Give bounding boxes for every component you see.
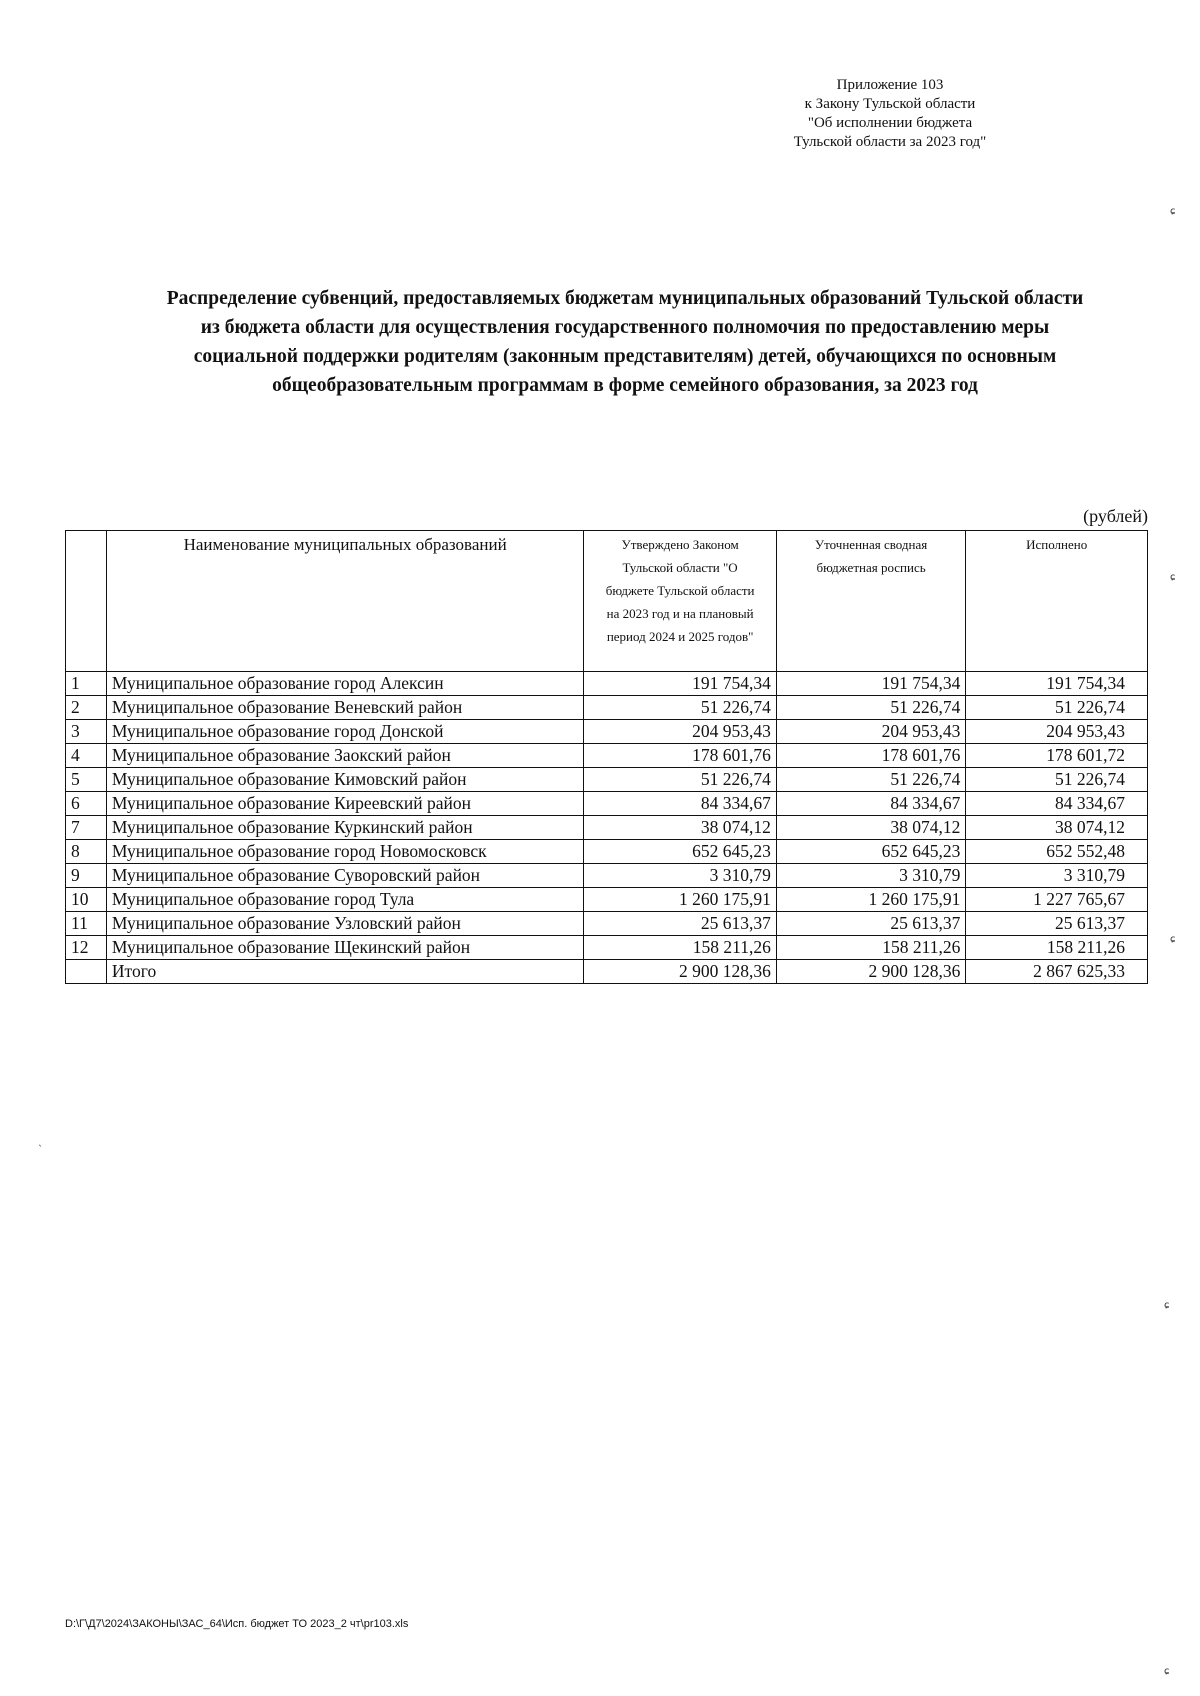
scan-mark: ɕ xyxy=(1170,206,1176,217)
row-approved: 51 226,74 xyxy=(584,696,776,720)
row-number: 6 xyxy=(66,792,107,816)
table-row xyxy=(66,672,1148,696)
row-number: 10 xyxy=(66,888,107,912)
title-line-3: социальной поддержки родителям (законным представителям) детей, обучающихся по основным xyxy=(193,346,1057,367)
row-name: Муниципальное образование Веневский район xyxy=(106,696,583,720)
row-name: Муниципальное образование Суворовский район xyxy=(106,864,583,888)
table-row xyxy=(66,936,1148,960)
header-refined-line-2: бюджетная роспись xyxy=(816,560,926,575)
row-executed: 51 226,74 xyxy=(966,696,1148,720)
row-number: 9 xyxy=(66,864,107,888)
header-approved-line-1: Утверждено Законом xyxy=(621,537,739,552)
row-refined: 84 334,67 xyxy=(776,792,965,816)
table-row xyxy=(66,720,1148,744)
row-approved: 652 645,23 xyxy=(584,840,776,864)
title-line-2: из бюджета области для осуществления государственного полномочия по предоставлению меры xyxy=(200,317,1050,338)
row-number: 4 xyxy=(66,744,107,768)
row-executed: 25 613,37 xyxy=(966,912,1148,936)
row-approved: 38 074,12 xyxy=(584,816,776,840)
total-executed: 2 867 625,33 xyxy=(966,960,1148,984)
row-refined: 652 645,23 xyxy=(776,840,965,864)
row-refined: 1 260 175,91 xyxy=(776,888,965,912)
row-executed: 38 074,12 xyxy=(966,816,1148,840)
row-refined: 3 310,79 xyxy=(776,864,965,888)
header-approved-line-4: на 2023 год и на плановый xyxy=(606,606,754,621)
table-row xyxy=(66,768,1148,792)
row-refined: 158 211,26 xyxy=(776,936,965,960)
row-approved: 84 334,67 xyxy=(584,792,776,816)
header-approved-line-2: Тульской области "О xyxy=(622,560,738,575)
row-executed: 178 601,72 xyxy=(966,744,1148,768)
row-number: 8 xyxy=(66,840,107,864)
row-executed: 158 211,26 xyxy=(966,936,1148,960)
subventions-table xyxy=(65,530,1148,984)
row-number: 7 xyxy=(66,816,107,840)
row-number: 2 xyxy=(66,696,107,720)
row-number: 1 xyxy=(66,672,107,696)
row-name: Муниципальное образование город Новомосковск xyxy=(106,840,583,864)
header-approved-line-5: период 2024 и 2025 годов" xyxy=(606,629,754,644)
row-refined: 51 226,74 xyxy=(776,768,965,792)
header-refined-line-1: Уточненная сводная xyxy=(814,537,928,552)
total-name: Итого xyxy=(106,960,583,984)
title-line-4: общеобразовательным программам в форме семейного образования, за 2023 год xyxy=(272,375,978,396)
scan-mark: ɕ xyxy=(1164,1300,1170,1311)
appendix-line-1: Приложение 103 xyxy=(836,77,944,93)
row-name: Муниципальное образование Щекинский район xyxy=(106,936,583,960)
row-approved: 191 754,34 xyxy=(584,672,776,696)
row-name: Муниципальное образование Кимовский район xyxy=(106,768,583,792)
units-label: (рублей) xyxy=(1083,506,1148,526)
table-row xyxy=(66,744,1148,768)
title-line-1: Распределение субвенций, предоставляемых бюджетам муниципальных образований Тульской области xyxy=(166,288,1084,309)
file-path-footer: D:\Г\Д7\2024\ЗАКОНЫ\ЗАС_64\Исп. бюджет ТО 2023_2 чт\pr103.xls xyxy=(65,1618,409,1630)
table-row xyxy=(66,792,1148,816)
row-name: Муниципальное образование город Алексин xyxy=(106,672,583,696)
row-number: 12 xyxy=(66,936,107,960)
header-name: Наименование муниципальных образований xyxy=(106,531,583,672)
row-refined: 178 601,76 xyxy=(776,744,965,768)
row-refined: 204 953,43 xyxy=(776,720,965,744)
row-number: 3 xyxy=(66,720,107,744)
row-approved: 51 226,74 xyxy=(584,768,776,792)
header-executed: Исполнено xyxy=(966,531,1148,672)
row-executed: 3 310,79 xyxy=(966,864,1148,888)
appendix-line-4: Тульской области за 2023 год" xyxy=(793,134,987,150)
scan-mark: ɕ xyxy=(1170,572,1176,583)
row-approved: 25 613,37 xyxy=(584,912,776,936)
row-executed: 1 227 765,67 xyxy=(966,888,1148,912)
appendix-line-2: к Закону Тульской области xyxy=(804,96,976,112)
row-name: Муниципальное образование город Тула xyxy=(106,888,583,912)
scan-mark: ˎ xyxy=(38,1136,43,1147)
header-approved-line-3: бюджете Тульской области xyxy=(605,583,755,598)
row-name: Муниципальное образование город Донской xyxy=(106,720,583,744)
row-name: Муниципальное образование Куркинский район xyxy=(106,816,583,840)
scan-mark: ɕ xyxy=(1170,934,1176,945)
total-number xyxy=(66,960,107,984)
table-total-row xyxy=(66,960,1148,984)
row-approved: 178 601,76 xyxy=(584,744,776,768)
row-executed: 84 334,67 xyxy=(966,792,1148,816)
row-refined: 51 226,74 xyxy=(776,696,965,720)
header-number xyxy=(66,531,107,672)
total-refined: 2 900 128,36 xyxy=(776,960,965,984)
row-executed: 191 754,34 xyxy=(966,672,1148,696)
row-refined: 38 074,12 xyxy=(776,816,965,840)
row-refined: 25 613,37 xyxy=(776,912,965,936)
row-number: 11 xyxy=(66,912,107,936)
total-approved: 2 900 128,36 xyxy=(584,960,776,984)
row-executed: 204 953,43 xyxy=(966,720,1148,744)
row-approved: 158 211,26 xyxy=(584,936,776,960)
table-row xyxy=(66,840,1148,864)
table-row xyxy=(66,888,1148,912)
table-row xyxy=(66,864,1148,888)
row-name: Муниципальное образование Заокский район xyxy=(106,744,583,768)
scan-mark: ɕ xyxy=(1164,1666,1170,1677)
row-approved: 1 260 175,91 xyxy=(584,888,776,912)
row-executed: 652 552,48 xyxy=(966,840,1148,864)
row-name: Муниципальное образование Киреевский район xyxy=(106,792,583,816)
header-approved xyxy=(584,531,776,672)
row-name: Муниципальное образование Узловский район xyxy=(106,912,583,936)
table-row xyxy=(66,912,1148,936)
table-header-row xyxy=(66,531,1148,672)
row-approved: 3 310,79 xyxy=(584,864,776,888)
document-title xyxy=(60,284,1190,400)
row-refined: 191 754,34 xyxy=(776,672,965,696)
appendix-line-3: "Об исполнении бюджета xyxy=(807,115,973,131)
row-executed: 51 226,74 xyxy=(966,768,1148,792)
table-row xyxy=(66,816,1148,840)
row-approved: 204 953,43 xyxy=(584,720,776,744)
appendix-header xyxy=(700,76,1080,152)
header-refined xyxy=(776,531,965,672)
table-row xyxy=(66,696,1148,720)
row-number: 5 xyxy=(66,768,107,792)
